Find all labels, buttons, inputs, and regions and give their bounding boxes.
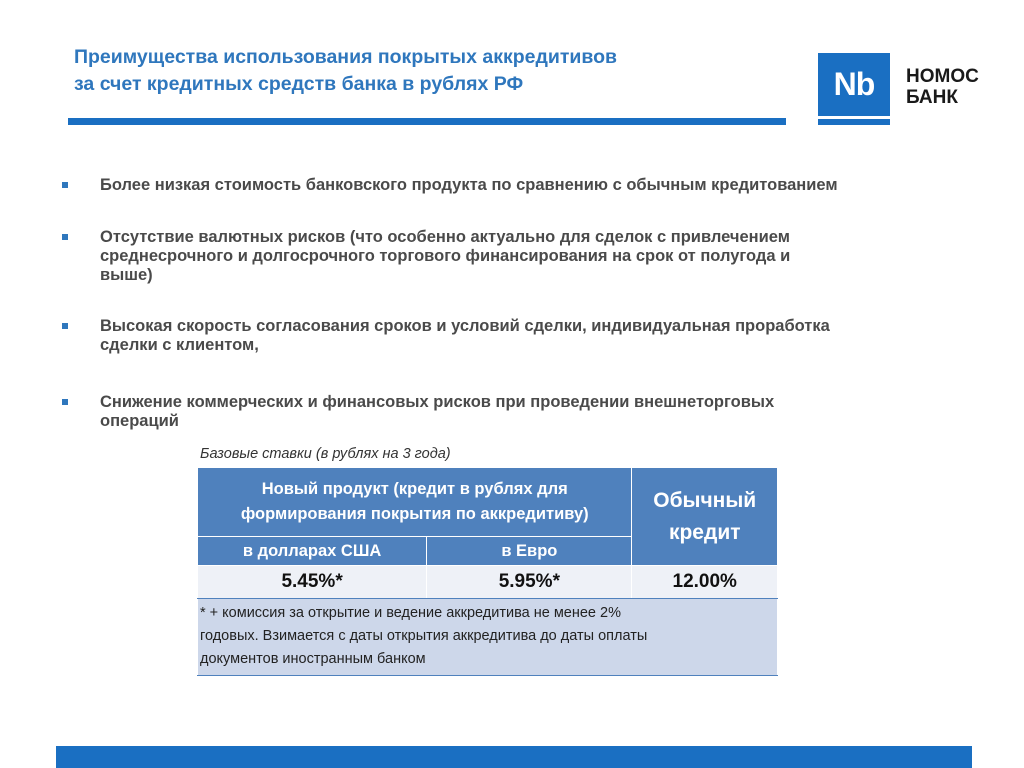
bank-name-line1: НОМОС <box>906 66 979 87</box>
rate-eur: 5.95%* <box>427 566 632 599</box>
list-item-line: операций <box>100 412 179 430</box>
regular-credit-header <box>632 468 778 566</box>
bank-name-line2: БАНК <box>906 87 958 108</box>
list-item-line: сделки с клиентом, <box>100 336 259 354</box>
page-title <box>74 44 754 98</box>
footnote-line2: годовых. Взимается с даты открытия аккредитива до даты оплаты <box>200 628 648 644</box>
bank-logo-mark: Nb <box>818 53 890 116</box>
bullet-square-icon <box>62 323 68 329</box>
footer-bar <box>56 746 972 768</box>
bullet-square-icon <box>62 399 68 405</box>
logo-underline <box>818 119 890 125</box>
usd-column-header: в долларах США <box>198 537 427 566</box>
bullet-square-icon <box>62 234 68 240</box>
list-item-line: среднесрочного и долгосрочного торгового финансирования на срок от полугода и <box>100 247 791 265</box>
list-item-line: Снижение коммерческих и финансовых рисков при проведении внешнеторговых <box>100 393 775 411</box>
list-item-line: Высокая скорость согласования сроков и условий сделки, индивидуальная проработка <box>100 317 830 335</box>
regular-credit-header-line2: кредит <box>668 520 741 544</box>
rates-table <box>197 467 778 676</box>
footnote-line1: * + комиссия за открытие и ведение аккредитива не менее 2% <box>200 605 621 621</box>
regular-credit-header-line1: Обычный <box>653 488 757 512</box>
rate-regular: 12.00% <box>632 566 778 599</box>
page-title-line1: Преимущества использования покрытых аккредитивов <box>74 46 618 68</box>
list-item-line: Более низкая стоимость банковского продукта по сравнению с обычным кредитованием <box>100 176 838 194</box>
list-item-text <box>100 393 1000 431</box>
rate-usd: 5.45%* <box>198 566 427 599</box>
eur-column-header: в Евро <box>427 537 632 566</box>
list-item-text <box>100 317 1000 355</box>
new-product-header-line1: Новый продукт (кредит в рублях для <box>261 480 568 498</box>
list-item-line: Отсутствие валютных рисков (что особенно актуально для сделок с привлечением <box>100 228 790 246</box>
new-product-header <box>198 468 632 537</box>
bank-logo-name <box>906 66 979 108</box>
rates-footnote <box>198 599 778 676</box>
page-title-line2: за счет кредитных средств банка в рублях РФ <box>74 73 524 95</box>
new-product-header-line2: формирования покрытия по аккредитиву) <box>240 505 589 523</box>
footnote-line3: документов иностранным банком <box>200 651 426 667</box>
bullet-square-icon <box>62 182 68 188</box>
list-item-line: выше) <box>100 266 153 284</box>
list-item-text <box>100 176 1000 195</box>
title-underline <box>68 118 786 125</box>
list-item-text <box>100 228 1000 285</box>
rates-table-caption: Базовые ставки (в рублях на 3 года) <box>200 446 451 462</box>
